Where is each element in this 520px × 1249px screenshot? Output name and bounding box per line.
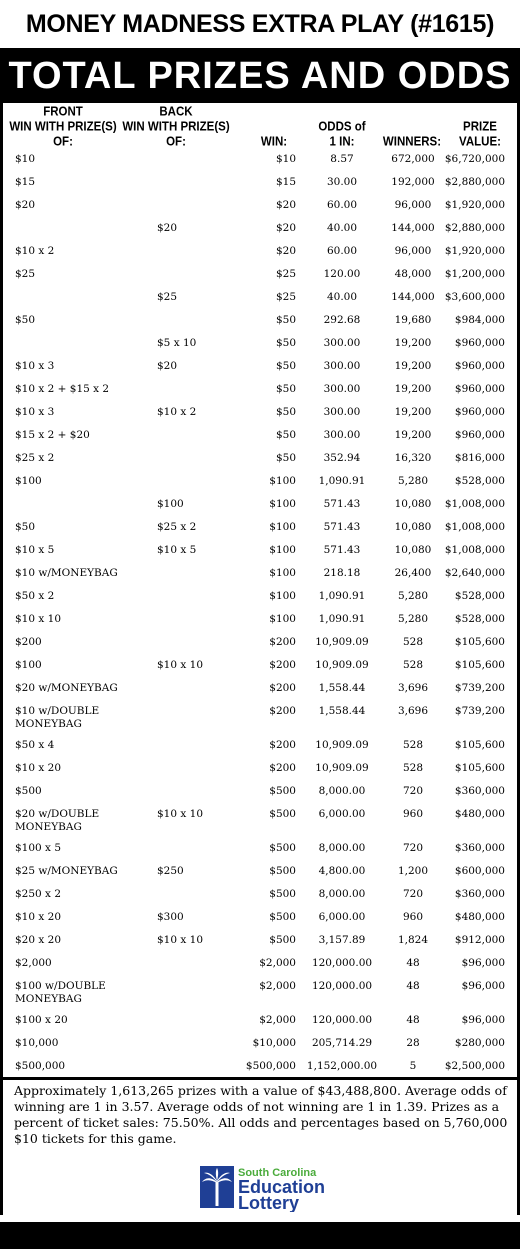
cell-winners: 19,200 <box>394 337 432 349</box>
cell-win: $200 <box>269 636 296 648</box>
cell-winners: 1,200 <box>397 865 429 877</box>
cell-odds: 292.68 <box>323 314 361 326</box>
cell-front: $10 x 2 <box>15 245 55 257</box>
cell-odds: 8.57 <box>330 153 354 165</box>
table-row <box>0 199 520 222</box>
cell-odds: 1,558.44 <box>318 705 366 717</box>
header-front: FRONT WIN WITH PRIZE(S) OF: <box>9 105 117 149</box>
cell-winners: 672,000 <box>391 153 435 165</box>
cell-prize: $96,000 <box>461 1014 505 1026</box>
table-row <box>0 762 520 785</box>
cell-prize: $2,640,000 <box>444 567 505 579</box>
cell-front: $500 <box>15 785 42 797</box>
table-row <box>0 659 520 682</box>
cell-odds: 8,000.00 <box>318 888 366 900</box>
cell-front: $10 x 20 <box>15 911 61 923</box>
table-row <box>0 452 520 475</box>
cell-front: $10 w/DOUBLE MONEYBAG <box>15 705 100 730</box>
cell-win: $2,000 <box>259 980 296 992</box>
cell-prize: $280,000 <box>454 1037 505 1049</box>
cell-prize: $105,600 <box>454 739 505 751</box>
cell-prize: $1,008,000 <box>444 498 505 510</box>
cell-winners: 48 <box>406 1014 420 1026</box>
cell-back: $20 <box>157 222 178 234</box>
table-row <box>0 222 520 245</box>
cell-prize: $600,000 <box>454 865 505 877</box>
cell-winners: 5,280 <box>397 613 429 625</box>
table-row <box>0 268 520 291</box>
cell-winners: 19,200 <box>394 406 432 418</box>
cell-winners: 3,696 <box>397 682 429 694</box>
cell-win: $200 <box>269 682 296 694</box>
table-row <box>0 521 520 544</box>
cell-front: $100 w/DOUBLE MONEYBAG <box>15 980 106 1005</box>
cell-winners: 528 <box>402 659 424 671</box>
cell-win: $20 <box>275 245 296 257</box>
table-row <box>0 291 520 314</box>
svg-text:Lottery: Lottery <box>238 1193 300 1212</box>
cell-prize: $2,880,000 <box>444 222 505 234</box>
cell-back: $25 x 2 <box>157 521 197 533</box>
table-row <box>0 888 520 911</box>
cell-odds: 30.00 <box>326 176 358 188</box>
cell-prize: $1,008,000 <box>444 521 505 533</box>
cell-prize: $528,000 <box>454 590 505 602</box>
cell-winners: 48 <box>406 957 420 969</box>
cell-prize: $1,920,000 <box>444 245 505 257</box>
cell-win: $100 <box>269 613 296 625</box>
cell-prize: $96,000 <box>461 980 505 992</box>
cell-front: $50 <box>15 314 36 326</box>
cell-winners: 3,696 <box>397 705 429 717</box>
cell-win: $500 <box>269 934 296 946</box>
cell-winners: 720 <box>402 842 424 854</box>
cell-front: $25 x 2 <box>15 452 55 464</box>
cell-front: $10 x 10 <box>15 613 61 625</box>
cell-prize: $960,000 <box>454 406 505 418</box>
cell-back: $10 x 5 <box>157 544 197 556</box>
cell-win: $15 <box>275 176 296 188</box>
cell-odds: 1,090.91 <box>318 475 366 487</box>
cell-odds: 60.00 <box>326 245 358 257</box>
cell-winners: 528 <box>402 762 424 774</box>
cell-prize: $960,000 <box>454 337 505 349</box>
cell-front: $100 x 20 <box>15 1014 68 1026</box>
cell-winners: 48 <box>406 980 420 992</box>
svg-text:Education: Education <box>238 1177 326 1197</box>
cell-winners: 10,080 <box>394 521 432 533</box>
cell-winners: 96,000 <box>394 199 432 211</box>
cell-win: $200 <box>269 705 296 717</box>
cell-winners: 19,680 <box>394 314 432 326</box>
cell-back: $10 x 2 <box>157 406 197 418</box>
cell-odds: 120,000.00 <box>311 957 373 969</box>
cell-winners: 144,000 <box>391 291 435 303</box>
cell-front: $20 <box>15 199 36 211</box>
sc-education-lottery-logo <box>200 1164 350 1212</box>
cell-prize: $912,000 <box>454 934 505 946</box>
cell-odds: 571.43 <box>323 498 361 510</box>
cell-odds: 352.94 <box>323 452 361 464</box>
cell-front: $20 w/MONEYBAG <box>15 682 118 694</box>
cell-front: $100 <box>15 659 42 671</box>
cell-prize: $816,000 <box>454 452 505 464</box>
cell-win: $50 <box>275 406 296 418</box>
table-row <box>0 842 520 865</box>
table-row <box>0 934 520 957</box>
cell-odds: 218.18 <box>323 567 361 579</box>
cell-back: $20 <box>157 360 178 372</box>
header-win: WIN: <box>260 135 288 149</box>
cell-winners: 26,400 <box>394 567 432 579</box>
cell-prize: $105,600 <box>454 762 505 774</box>
cell-odds: 60.00 <box>326 199 358 211</box>
cell-win: $2,000 <box>259 1014 296 1026</box>
cell-winners: 5 <box>409 1060 417 1072</box>
cell-odds: 300.00 <box>323 383 361 395</box>
cell-winners: 192,000 <box>391 176 435 188</box>
table-row <box>0 360 520 383</box>
table-row <box>0 911 520 934</box>
header-winners: WINNERS: <box>382 135 442 149</box>
header-odds: ODDS of 1 IN: <box>318 120 366 149</box>
cell-win: $50 <box>275 337 296 349</box>
cell-win: $200 <box>269 739 296 751</box>
cell-front: $10 x 3 <box>15 360 55 372</box>
cell-front: $10 x 3 <box>15 406 55 418</box>
cell-winners: 10,080 <box>394 544 432 556</box>
cell-back: $25 <box>157 291 178 303</box>
table-row <box>0 567 520 590</box>
table-row <box>0 314 520 337</box>
table-row <box>0 785 520 808</box>
cell-win: $200 <box>269 762 296 774</box>
cell-odds: 1,090.91 <box>318 613 366 625</box>
table-row <box>0 153 520 176</box>
table-row <box>0 406 520 429</box>
table-row <box>0 544 520 567</box>
cell-winners: 960 <box>402 808 424 820</box>
header-prize-value: PRIZE VALUE: <box>459 120 501 149</box>
odds-summary: Approximately 1,613,265 prizes with a value of $43,488,800. Average odds of winning are 1 in 3.57. Average odds of not winning are 1 in 1.39. Prizes as a percent of ticket sales: 75.50%. All odds and percentages based on 5,760,000 $10 tickets for this game. <box>14 1083 508 1146</box>
cell-odds: 120.00 <box>323 268 361 280</box>
cell-back: $300 <box>157 911 184 923</box>
cell-win: $50 <box>275 383 296 395</box>
cell-odds: 10,909.09 <box>315 636 369 648</box>
cell-win: $50 <box>275 360 296 372</box>
cell-prize: $528,000 <box>454 475 505 487</box>
cell-front: $100 x 5 <box>15 842 61 854</box>
cell-win: $100 <box>269 521 296 533</box>
cell-odds: 120,000.00 <box>311 980 373 992</box>
cell-prize: $1,920,000 <box>444 199 505 211</box>
cell-prize: $105,600 <box>454 659 505 671</box>
cell-win: $100 <box>269 544 296 556</box>
cell-prize: $739,200 <box>454 705 505 717</box>
cell-winners: 528 <box>402 739 424 751</box>
cell-back: $10 x 10 <box>157 934 203 946</box>
cell-prize: $960,000 <box>454 360 505 372</box>
table-row <box>0 682 520 705</box>
svg-text:South Carolina: South Carolina <box>238 1167 317 1179</box>
cell-front: $25 w/MONEYBAG <box>15 865 118 877</box>
cell-front: $20 x 20 <box>15 934 61 946</box>
cell-winners: 28 <box>406 1037 420 1049</box>
table-row <box>0 613 520 636</box>
cell-win: $500 <box>269 911 296 923</box>
cell-prize: $360,000 <box>454 888 505 900</box>
cell-prize: $2,500,000 <box>444 1060 505 1072</box>
cell-front: $200 <box>15 636 42 648</box>
cell-front: $20 w/DOUBLE MONEYBAG <box>15 808 100 833</box>
cell-win: $200 <box>269 659 296 671</box>
cell-back: $250 <box>157 865 184 877</box>
cell-odds: 1,558.44 <box>318 682 366 694</box>
cell-front: $2,000 <box>15 957 52 969</box>
table-row <box>0 705 520 739</box>
cell-win: $50 <box>275 452 296 464</box>
cell-front: $10 w/MONEYBAG <box>15 567 118 579</box>
cell-winners: 10,080 <box>394 498 432 510</box>
table-row <box>0 980 520 1014</box>
cell-win: $100 <box>269 567 296 579</box>
cell-win: $10,000 <box>252 1037 296 1049</box>
cell-odds: 8,000.00 <box>318 785 366 797</box>
cell-prize: $960,000 <box>454 383 505 395</box>
cell-odds: 300.00 <box>323 429 361 441</box>
cell-front: $10 x 20 <box>15 762 61 774</box>
cell-win: $20 <box>275 199 296 211</box>
cell-odds: 40.00 <box>326 222 358 234</box>
cell-odds: 6,000.00 <box>318 911 366 923</box>
table-row <box>0 245 520 268</box>
table-row <box>0 957 520 980</box>
cell-front: $50 <box>15 521 36 533</box>
cell-winners: 960 <box>402 911 424 923</box>
cell-win: $100 <box>269 590 296 602</box>
cell-front: $10 x 5 <box>15 544 55 556</box>
table-row <box>0 176 520 199</box>
table-row <box>0 636 520 659</box>
cell-prize: $2,880,000 <box>444 176 505 188</box>
cell-winners: 19,200 <box>394 383 432 395</box>
cell-back: $100 <box>157 498 184 510</box>
game-title: MONEY MADNESS EXTRA PLAY (#1615) <box>25 10 495 38</box>
cell-winners: 720 <box>402 785 424 797</box>
cell-winners: 5,280 <box>397 590 429 602</box>
cell-winners: 528 <box>402 636 424 648</box>
cell-front: $10,000 <box>15 1037 59 1049</box>
cell-win: $2,000 <box>259 957 296 969</box>
cell-win: $500 <box>269 842 296 854</box>
cell-front: $50 x 4 <box>15 739 55 751</box>
cell-back: $10 x 10 <box>157 659 203 671</box>
cell-back: $5 x 10 <box>157 337 197 349</box>
cell-odds: 6,000.00 <box>318 808 366 820</box>
cell-win: $25 <box>275 268 296 280</box>
table-row <box>0 1014 520 1037</box>
cell-winners: 720 <box>402 888 424 900</box>
cell-win: $10 <box>275 153 296 165</box>
cell-odds: 8,000.00 <box>318 842 366 854</box>
cell-odds: 3,157.89 <box>318 934 366 946</box>
cell-prize: $739,200 <box>454 682 505 694</box>
cell-win: $50 <box>275 314 296 326</box>
cell-prize: $360,000 <box>454 842 505 854</box>
cell-prize: $96,000 <box>461 957 505 969</box>
cell-front: $100 <box>15 475 42 487</box>
cell-odds: 571.43 <box>323 521 361 533</box>
cell-odds: 120,000.00 <box>311 1014 373 1026</box>
cell-odds: 1,090.91 <box>318 590 366 602</box>
cell-prize: $1,008,000 <box>444 544 505 556</box>
banner-title: TOTAL PRIZES AND ODDS <box>0 48 520 103</box>
cell-front: $500,000 <box>15 1060 66 1072</box>
cell-win: $500 <box>269 865 296 877</box>
table-row <box>0 590 520 613</box>
cell-win: $25 <box>275 291 296 303</box>
cell-odds: 10,909.09 <box>315 659 369 671</box>
bottom-bar <box>0 1222 520 1249</box>
cell-odds: 300.00 <box>323 337 361 349</box>
cell-front: $25 <box>15 268 36 280</box>
cell-winners: 48,000 <box>394 268 432 280</box>
cell-winners: 1,824 <box>397 934 429 946</box>
cell-prize: $6,720,000 <box>444 153 505 165</box>
table-row <box>0 1037 520 1060</box>
cell-back: $10 x 10 <box>157 808 203 820</box>
cell-win: $500,000 <box>245 1060 296 1072</box>
cell-winners: 16,320 <box>394 452 432 464</box>
cell-win: $100 <box>269 498 296 510</box>
cell-front: $15 <box>15 176 36 188</box>
cell-prize: $480,000 <box>454 808 505 820</box>
cell-prize: $528,000 <box>454 613 505 625</box>
table-row <box>0 498 520 521</box>
table-row <box>0 429 520 452</box>
cell-win: $20 <box>275 222 296 234</box>
cell-prize: $960,000 <box>454 429 505 441</box>
cell-winners: 144,000 <box>391 222 435 234</box>
cell-front: $50 x 2 <box>15 590 55 602</box>
cell-prize: $3,600,000 <box>444 291 505 303</box>
cell-front: $10 <box>15 153 36 165</box>
table-row <box>0 475 520 498</box>
cell-front: $250 x 2 <box>15 888 61 900</box>
cell-prize: $480,000 <box>454 911 505 923</box>
cell-odds: 1,152,000.00 <box>306 1060 378 1072</box>
cell-prize: $1,200,000 <box>444 268 505 280</box>
cell-front: $15 x 2 + $20 <box>15 429 90 441</box>
cell-win: $50 <box>275 429 296 441</box>
cell-winners: 19,200 <box>394 360 432 372</box>
cell-prize: $984,000 <box>454 314 505 326</box>
header-back: BACK WIN WITH PRIZE(S) OF: <box>122 105 230 149</box>
table-row <box>0 383 520 406</box>
cell-win: $500 <box>269 888 296 900</box>
cell-prize: $105,600 <box>454 636 505 648</box>
cell-prize: $360,000 <box>454 785 505 797</box>
cell-odds: 300.00 <box>323 406 361 418</box>
cell-winners: 5,280 <box>397 475 429 487</box>
cell-front: $10 x 2 + $15 x 2 <box>15 383 110 395</box>
table-row <box>0 337 520 360</box>
footer-divider <box>0 1077 520 1080</box>
cell-odds: 571.43 <box>323 544 361 556</box>
cell-winners: 96,000 <box>394 245 432 257</box>
table-row <box>0 739 520 762</box>
table-row <box>0 808 520 842</box>
cell-odds: 10,909.09 <box>315 762 369 774</box>
cell-odds: 4,800.00 <box>318 865 366 877</box>
cell-win: $100 <box>269 475 296 487</box>
cell-winners: 19,200 <box>394 429 432 441</box>
cell-odds: 300.00 <box>323 360 361 372</box>
cell-odds: 40.00 <box>326 291 358 303</box>
cell-win: $500 <box>269 808 296 820</box>
table-row <box>0 865 520 888</box>
cell-odds: 205,714.29 <box>311 1037 373 1049</box>
cell-win: $500 <box>269 785 296 797</box>
cell-odds: 10,909.09 <box>315 739 369 751</box>
